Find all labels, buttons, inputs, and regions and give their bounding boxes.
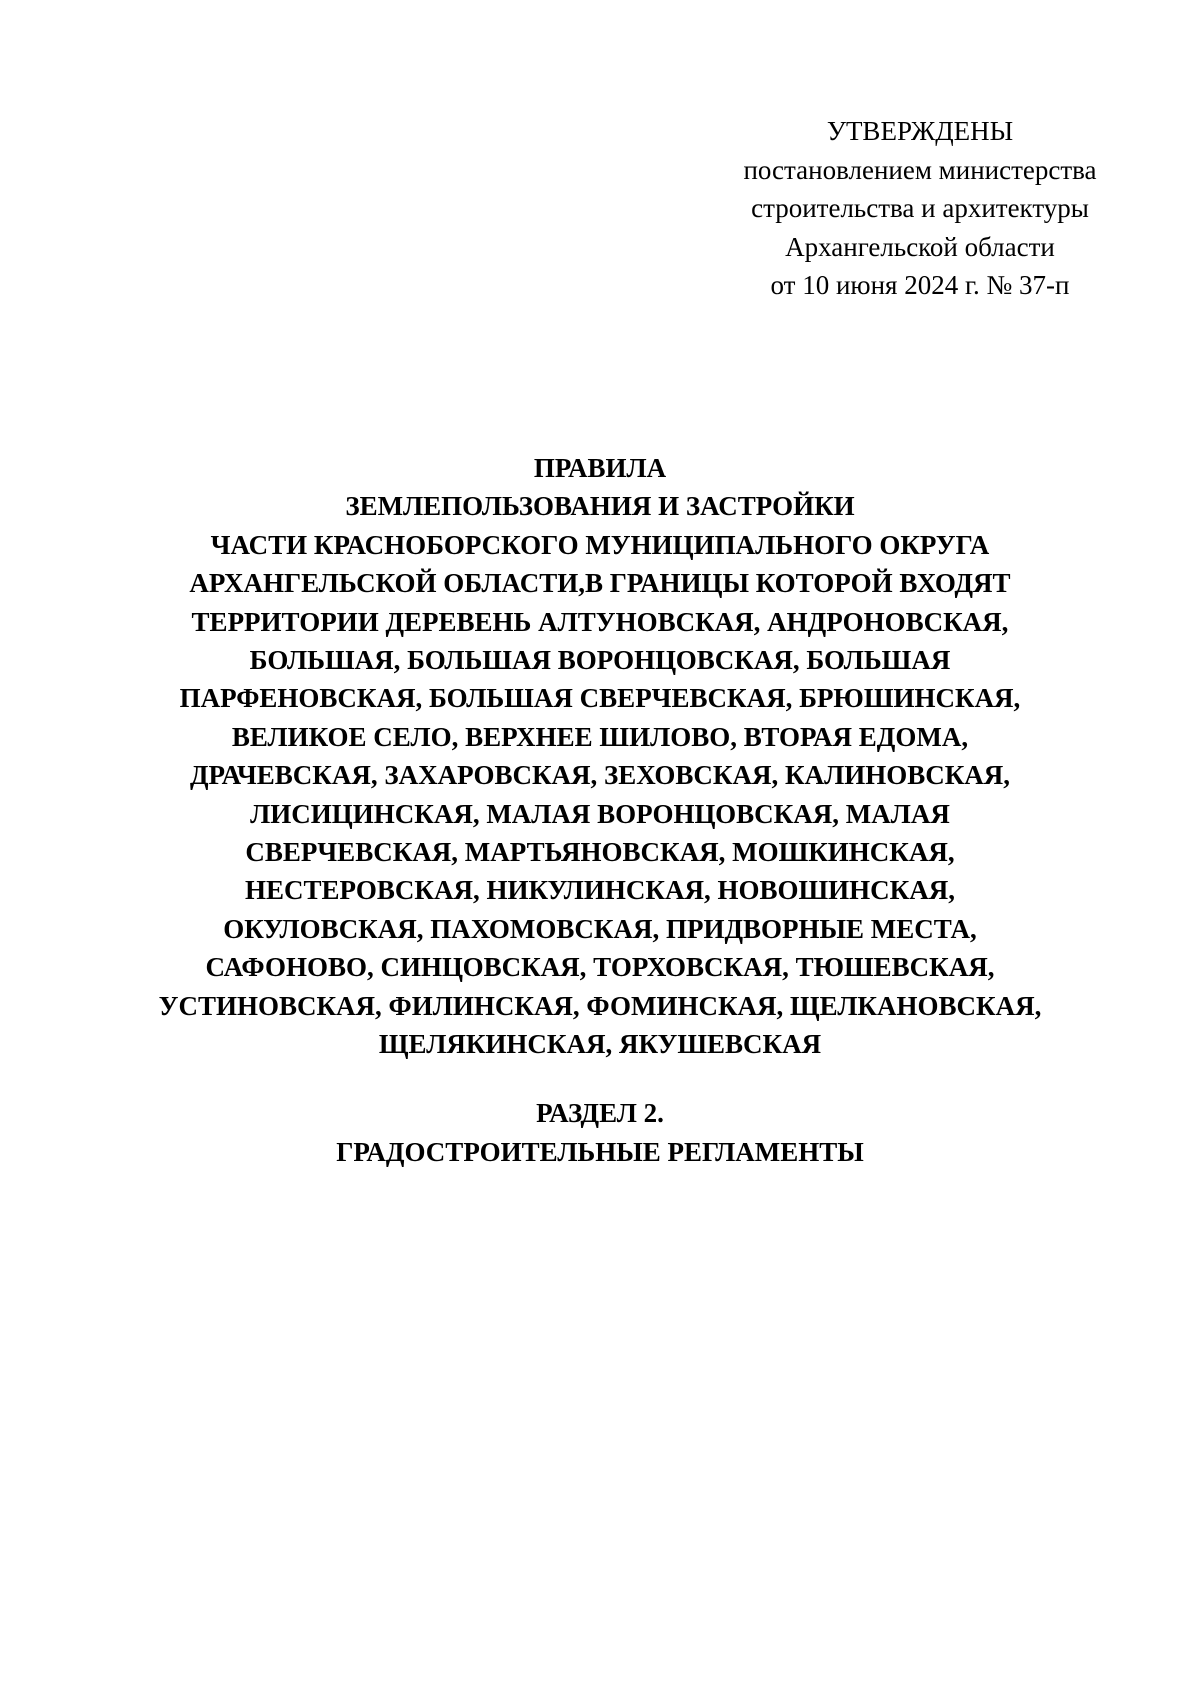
title-line: БОЛЬШАЯ, БОЛЬШАЯ ВОРОНЦОВСКАЯ, БОЛЬШАЯ	[249, 645, 951, 676]
title-line: ЗЕМЛЕПОЛЬЗОВАНИЯ И ЗАСТРОЙКИ	[345, 491, 855, 522]
section-number: РАЗДЕЛ 2.	[536, 1098, 664, 1128]
approval-line: постановлением министерства	[743, 154, 1097, 185]
approval-stamp	[730, 112, 1110, 305]
title-line: ПАРФЕНОВСКАЯ, БОЛЬШАЯ СВЕРЧЕВСКАЯ, БРЮШИНСКАЯ,	[179, 683, 1021, 714]
approval-line: УТВЕРЖДЕНЫ	[826, 116, 1014, 146]
title-line: ЩЕЛЯКИНСКАЯ, ЯКУШЕВСКАЯ	[378, 1029, 822, 1060]
title-line: НЕСТЕРОВСКАЯ, НИКУЛИНСКАЯ, НОВОШИНСКАЯ,	[245, 875, 955, 906]
title-line: УСТИНОВСКАЯ, ФИЛИНСКАЯ, ФОМИНСКАЯ, ЩЕЛКАНОВСКАЯ,	[158, 990, 1042, 1021]
section-title: ГРАДОСТРОИТЕЛЬНЫЕ РЕГЛАМЕНТЫ	[336, 1136, 864, 1167]
title-line: ТЕРРИТОРИИ ДЕРЕВЕНЬ АЛТУНОВСКАЯ, АНДРОНОВСКАЯ,	[191, 606, 1009, 637]
title-line: ВЕЛИКОЕ СЕЛО, ВЕРХНЕЕ ШИЛОВО, ВТОРАЯ ЕДОМА,	[231, 721, 969, 752]
title-line: ДРАЧЕВСКАЯ, ЗАХАРОВСКАЯ, ЗЕХОВСКАЯ, КАЛИНОВСКАЯ,	[189, 760, 1011, 791]
title-line: ОКУЛОВСКАЯ, ПАХОМОВСКАЯ, ПРИДВОРНЫЕ МЕСТА,	[223, 913, 977, 944]
approval-line: строительства и архитектуры	[751, 193, 1089, 223]
title-line: ЛИСИЦИНСКАЯ, МАЛАЯ ВОРОНЦОВСКАЯ, МАЛАЯ	[250, 798, 950, 829]
section-heading	[150, 1094, 1050, 1171]
document-title	[150, 449, 1050, 1064]
title-line: АРХАНГЕЛЬСКОЙ ОБЛАСТИ,В ГРАНИЦЫ КОТОРОЙ ВХОДЯТ	[189, 568, 1011, 599]
title-line: СВЕРЧЕВСКАЯ, МАРТЬЯНОВСКАЯ, МОШКИНСКАЯ,	[245, 837, 955, 868]
title-line: САФОНОВО, СИНЦОВСКАЯ, ТОРХОВСКАЯ, ТЮШЕВСКАЯ,	[205, 952, 995, 983]
approval-line: от 10 июня 2024 г. № 37-п	[770, 270, 1070, 300]
title-line: ЧАСТИ КРАСНОБОРСКОГО МУНИЦИПАЛЬНОГО ОКРУГА	[210, 529, 990, 560]
title-line: ПРАВИЛА	[533, 453, 667, 483]
approval-line: Архангельской области	[785, 231, 1055, 262]
